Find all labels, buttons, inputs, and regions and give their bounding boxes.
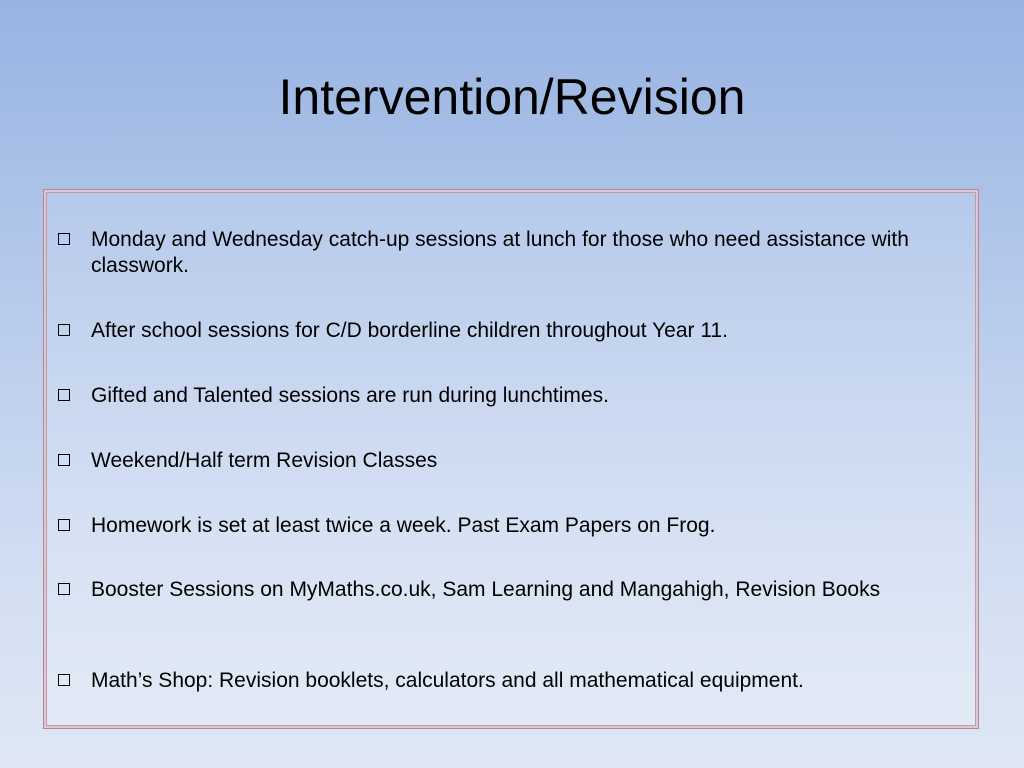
checkbox-square-icon	[58, 233, 70, 245]
bullet-text: Monday and Wednesday catch-up sessions at lunch for those who need assistance with classwork.	[91, 228, 909, 277]
checkbox-square-icon	[58, 674, 70, 686]
bullet-text: Homework is set at least twice a week. Past Exam Papers on Frog.	[91, 514, 716, 537]
checkbox-square-icon	[58, 583, 70, 595]
list-item	[56, 318, 936, 344]
list-item	[56, 577, 936, 603]
content-box	[43, 189, 979, 729]
list-item	[56, 227, 936, 279]
list-item	[56, 668, 936, 694]
checkbox-square-icon	[58, 389, 70, 401]
bullet-text: Booster Sessions on MyMaths.co.uk, Sam Learning and Mangahigh, Revision Books	[91, 578, 881, 601]
checkbox-square-icon	[58, 324, 70, 336]
slide-title: Intervention/Revision	[278, 69, 746, 125]
checkbox-square-icon	[58, 519, 70, 531]
list-item	[56, 513, 936, 539]
list-item	[56, 383, 936, 409]
list-item	[56, 448, 936, 474]
bullet-text: Gifted and Talented sessions are run during lunchtimes.	[91, 384, 609, 407]
bullet-text: After school sessions for C/D borderline children throughout Year 11.	[91, 319, 728, 342]
bullet-text: Weekend/Half term Revision Classes	[91, 449, 438, 472]
checkbox-square-icon	[58, 454, 70, 466]
bullet-text: Math’s Shop: Revision booklets, calculators and all mathematical equipment.	[91, 669, 804, 692]
